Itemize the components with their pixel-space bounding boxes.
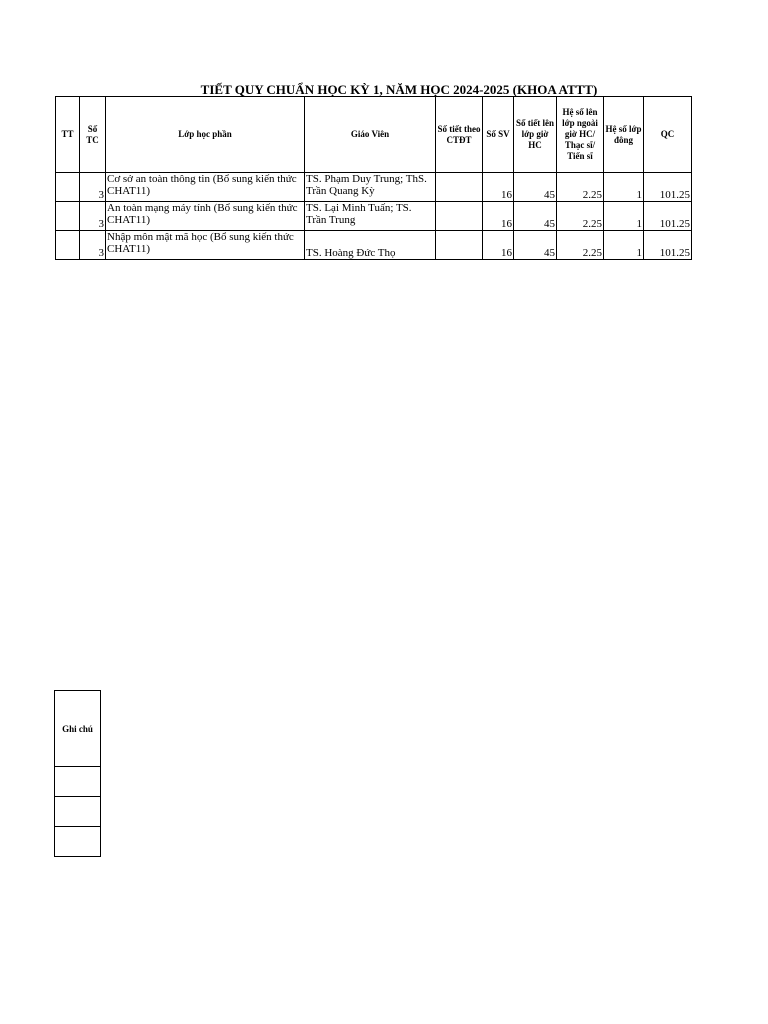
cell-he-so-lop-dong: 1 [604, 173, 644, 202]
cell-giao-vien: TS. Lại Minh Tuấn; TS. Trần Trung [305, 202, 436, 231]
cell-giao-vien: TS. Phạm Duy Trung; ThS. Trần Quang Kỳ [305, 173, 436, 202]
header-tt: TT [56, 97, 80, 173]
cell-so-tiet-hc: 45 [514, 231, 557, 260]
table-row [56, 173, 692, 202]
cell-so-tiet-hc: 45 [514, 202, 557, 231]
workload-table [55, 96, 692, 260]
cell-ghi-chu [55, 797, 101, 827]
cell-tt [56, 202, 80, 231]
cell-tt [56, 173, 80, 202]
cell-qc: 101.25 [644, 231, 692, 260]
cell-lop-hoc-phan: Cơ sở an toàn thông tin (Bổ sung kiến thức CHAT11) [106, 173, 305, 202]
table-row [56, 202, 692, 231]
cell-so-tiet-ctdt [436, 202, 483, 231]
cell-ghi-chu [55, 827, 101, 857]
header-lop-hoc-phan: Lớp học phần [106, 97, 305, 173]
cell-he-so-lop-dong: 1 [604, 202, 644, 231]
cell-he-so-ngoai-gio: 2.25 [557, 231, 604, 260]
notes-row [55, 767, 101, 797]
cell-he-so-ngoai-gio: 2.25 [557, 173, 604, 202]
header-ghi-chu: Ghi chú [55, 691, 101, 767]
header-he-so-ngoai-gio: Hệ số lên lớp ngoài giờ HC/ Thạc sĩ/ Tiến sĩ [557, 97, 604, 173]
cell-so-sv: 16 [483, 231, 514, 260]
cell-so-tiet-hc: 45 [514, 173, 557, 202]
header-so-sv: Số SV [483, 97, 514, 173]
cell-tt [56, 231, 80, 260]
header-so-tc: Số TC [80, 97, 106, 173]
cell-so-sv: 16 [483, 202, 514, 231]
table-header-row [56, 97, 692, 173]
notes-table [54, 690, 101, 857]
cell-qc: 101.25 [644, 202, 692, 231]
page-title: TIẾT QUY CHUẨN HỌC KỲ 1, NĂM HỌC 2024-2025 (KHOA ATTT) [200, 82, 598, 97]
cell-qc: 101.25 [644, 173, 692, 202]
cell-lop-hoc-phan: Nhập môn mật mã học (Bổ sung kiến thức CHAT11) [106, 231, 305, 260]
table-row [56, 231, 692, 260]
header-so-tiet-hc: Số tiết lên lớp giờ HC [514, 97, 557, 173]
notes-row [55, 827, 101, 857]
header-he-so-lop-dong: Hệ số lớp đông [604, 97, 644, 173]
cell-he-so-lop-dong: 1 [604, 231, 644, 260]
cell-so-tiet-ctdt [436, 231, 483, 260]
cell-giao-vien: TS. Hoàng Đức Thọ [305, 231, 436, 260]
cell-ghi-chu [55, 767, 101, 797]
cell-so-tc: 3 [80, 202, 106, 231]
header-so-tiet-ctdt: Số tiết theo CTĐT [436, 97, 483, 173]
cell-so-tc: 3 [80, 231, 106, 260]
cell-so-tiet-ctdt [436, 173, 483, 202]
header-qc: QC [644, 97, 692, 173]
notes-row [55, 797, 101, 827]
notes-header-row [55, 691, 101, 767]
cell-so-tc: 3 [80, 173, 106, 202]
header-giao-vien: Giáo Viên [305, 97, 436, 173]
cell-lop-hoc-phan: An toàn mạng máy tính (Bổ sung kiến thức CHAT11) [106, 202, 305, 231]
cell-he-so-ngoai-gio: 2.25 [557, 202, 604, 231]
cell-so-sv: 16 [483, 173, 514, 202]
